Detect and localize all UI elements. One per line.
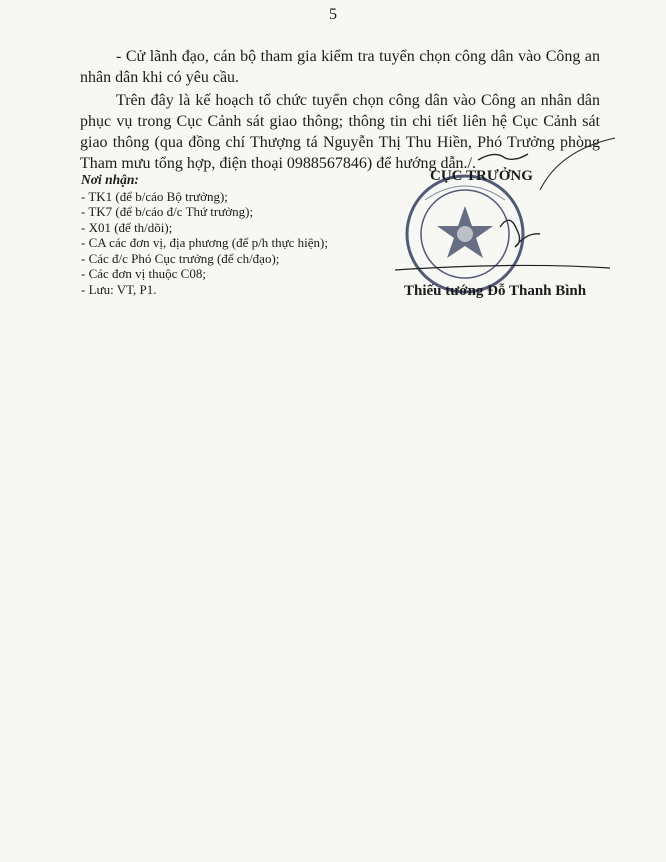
recipient-item: - Các đơn vị thuộc C08; <box>81 266 206 281</box>
paragraph-duty-text: - Cử lãnh đạo, cán bộ tham gia kiểm tra tuyển chọn công dân vào Công an nhân dân khi có yêu cầu. <box>80 48 600 86</box>
recipients-list <box>81 189 381 298</box>
recipients-block <box>81 172 381 297</box>
recipients-heading: Nơi nhận: <box>81 172 139 187</box>
signer-name: Thiếu tướng Đỗ Thanh Bình <box>404 283 587 299</box>
signer-title: CỤC TRƯỞNG <box>430 168 533 184</box>
recipient-item: - TK1 (để b/cáo Bộ trưởng); <box>81 188 228 204</box>
paragraph-duty <box>80 46 600 88</box>
paragraph-closing-text: Trên đây là kế hoạch tổ chức tuyển chọn công dân vào Công an nhân dân phục vụ trong Cục Cảnh sát giao thông; thông tin chi tiết liên hệ Cục Cảnh sát giao thông (qua đồng chí Thượng tá Nguyễn Thị Thu Hiền, Phó Trưởng phòng Tham mưu tổng hợp, điện thoại 0988567846) để hướng dẫn./. <box>80 92 600 172</box>
official-seal <box>395 172 585 297</box>
recipient-item: - TK7 (để b/cáo đ/c Thứ trưởng); <box>81 204 254 219</box>
recipient-item: - CA các đơn vị, địa phương (để p/h thực hiện); <box>81 235 328 250</box>
page-number: 5 <box>329 6 337 23</box>
recipient-item: - Lưu: VT, P1. <box>81 281 157 297</box>
recipient-item: - Các đ/c Phó Cục trưởng (để ch/đạo); <box>81 250 280 266</box>
paragraph-closing <box>80 90 600 174</box>
recipient-item: - X01 (để th/dõi); <box>81 219 173 235</box>
